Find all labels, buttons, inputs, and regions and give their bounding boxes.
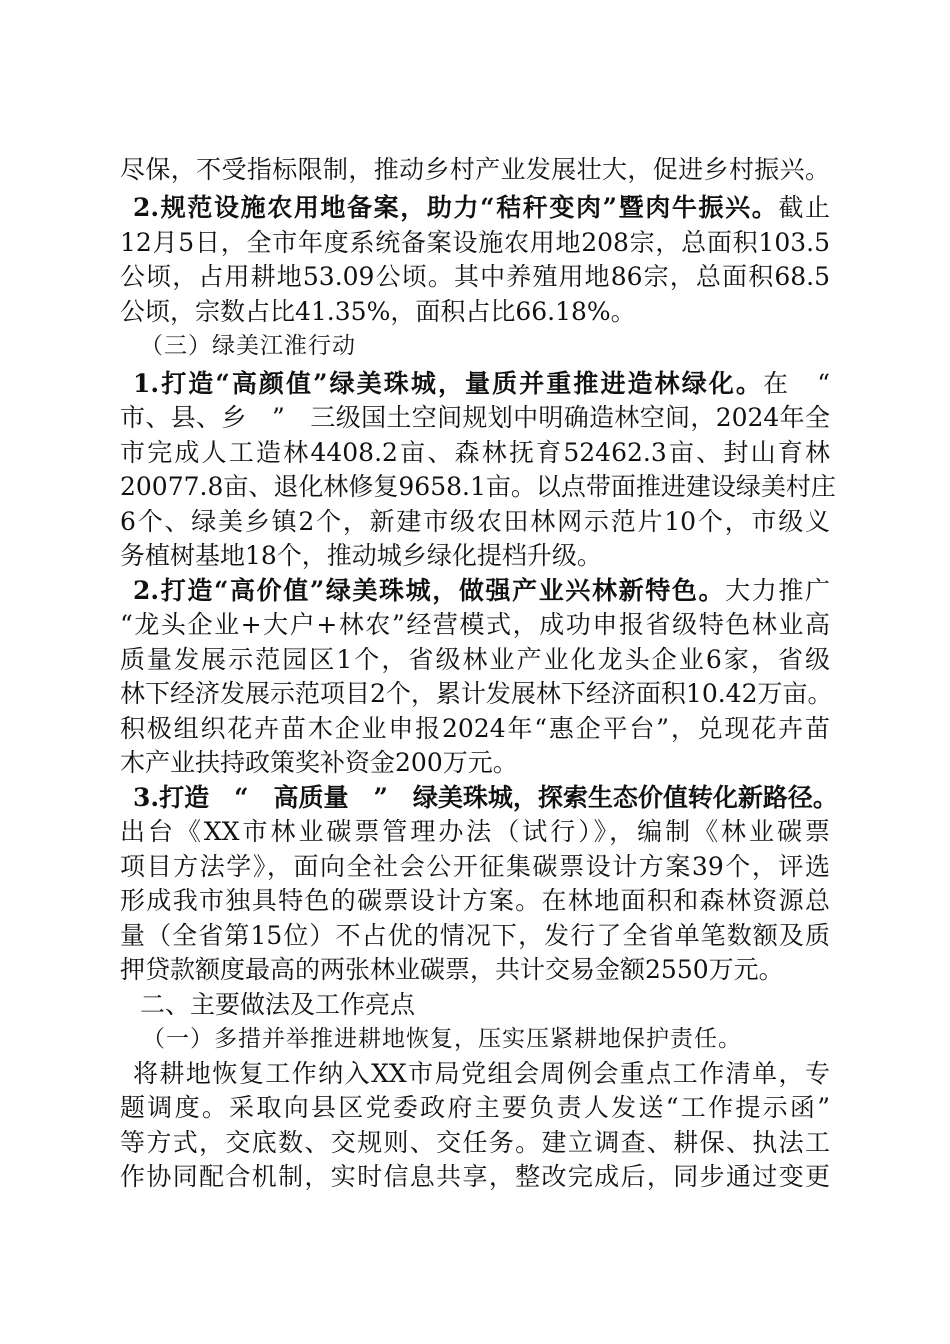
paragraph-line: 等方式，交底数、交规则、交任务。建立调查、耕保、执法工 <box>120 1128 830 1157</box>
paragraph-line: 市完成人工造林4408.2亩、森林抚育52462.3亩、封山育林 <box>120 438 830 467</box>
paragraph-line: 题调度。采取向县区党委政府主要负责人发送“工作提示函” <box>120 1093 830 1122</box>
paragraph-line: 木产业扶持政策奖补资金200万元。 <box>120 748 518 777</box>
section-heading-high-quality <box>133 781 838 815</box>
subsection-heading-three: （三）绿美江淮行动 <box>140 333 356 359</box>
paragraph-line: 质量发展示范园区1个，省级林业产业化龙头企业6家，省级 <box>120 645 830 674</box>
paragraph-line: 将耕地恢复工作纳入XX市局党组会周例会重点工作清单，专 <box>133 1059 830 1088</box>
bold-lead: 2.打造“高价值”绿美珠城，做强产业兴林新特色。 <box>133 576 726 605</box>
subsection-heading-one: （一）多措并举推进耕地恢复，压实压紧耕地保护责任。 <box>142 1026 742 1052</box>
paragraph-line: “龙头企业+大户+林农”经营模式，成功申报省级特色林业高 <box>120 610 830 639</box>
paragraph-line: 市、县、乡 ” 三级国土空间规划中明确造林空间，2024年全 <box>120 403 830 432</box>
paragraph-line: 6个、绿美乡镇2个，新建市级农田林网示范片10个，市级义 <box>120 507 830 536</box>
chapter-heading-two: 二、主要做法及工作亮点 <box>140 990 416 1019</box>
paragraph-line: 林下经济发展示范项目2个，累计发展林下经济面积10.42万亩。 <box>120 679 833 708</box>
paragraph-line: 出台《XX市林业碳票管理办法（试行）》，编制《林业碳票 <box>120 817 830 846</box>
bold-lead: 2.规范设施农用地备案，助力“秸秆变肉”暨肉牛振兴。 <box>133 193 779 222</box>
paragraph-line: 项目方法学》，面向全社会公开征集碳票设计方案39个，评选 <box>120 852 830 881</box>
paragraph-line: 公顷，宗数占比41.35%，面积占比66.18%。 <box>120 297 636 326</box>
section-heading-high-appearance: 1.打造“高颜值”绿美珠城，量质并重推进造林绿化。在 “ <box>133 369 830 398</box>
paragraph-line: 量（全省第15位）不占优的情况下，发行了全省单笔数额及质 <box>120 921 830 950</box>
paragraph-line: 积极组织花卉苗木企业申报2024年“惠企平台”，兑现花卉苗 <box>120 714 830 743</box>
paragraph-line: 形成我市独具特色的碳票设计方案。在林地面积和森林资源总 <box>120 886 830 915</box>
bold-lead: 1.打造“高颜值”绿美珠城，量质并重推进造林绿化。 <box>133 369 764 398</box>
section-heading-high-value: 2.打造“高价值”绿美珠城，做强产业兴林新特色。大力推广 <box>133 576 830 605</box>
paragraph-line: 尽保，不受指标限制，推动乡村产业发展壮大，促进乡村振兴。 <box>120 155 830 184</box>
paragraph-line: 作协同配合机制，实时信息共享，整改完成后，同步通过变更 <box>120 1162 830 1191</box>
bold-lead: 3.打造 “ 高质量 ” 绿美珠城，探索生态价值转化新路径。 <box>133 783 838 812</box>
paragraph-line: 务植树基地18个，推动城乡绿化提档升级。 <box>120 541 602 570</box>
paragraph-line: 押贷款额度最高的两张林业碳票，共计交易金额2550万元。 <box>120 955 784 984</box>
paragraph-line: 12月5日，全市年度系统备案设施农用地208宗，总面积103.5 <box>120 228 830 257</box>
paragraph-line: 20077.8亩、退化林修复9658.1亩。以点带面推进建设绿美村庄 <box>120 472 836 501</box>
section-heading-facility-land: 2.规范设施农用地备案，助力“秸秆变肉”暨肉牛振兴。截止 <box>133 193 830 222</box>
paragraph-line: 公顷，占用耕地53.09公顷。其中养殖用地86宗，总面积68.5 <box>120 262 830 291</box>
